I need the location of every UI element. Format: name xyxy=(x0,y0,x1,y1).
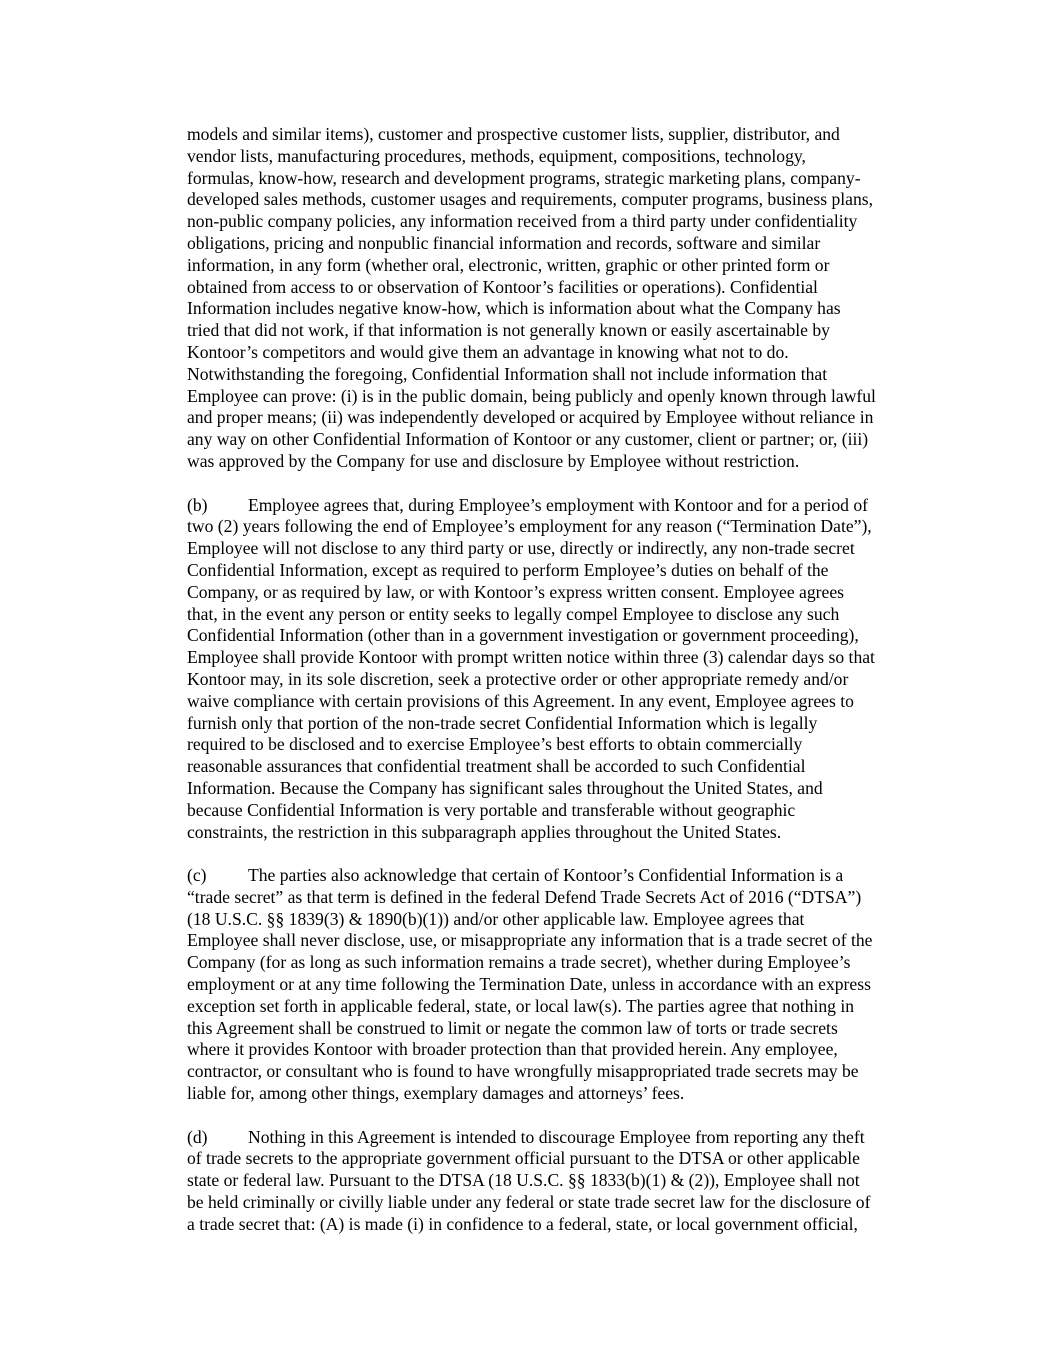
text-line xyxy=(187,124,935,146)
line-text: and proper means; (ii) was independently developed or acquired by Employee without reliance in xyxy=(187,407,874,428)
line-text: Nothing in this Agreement is intended to discourage Employee from reporting any theft xyxy=(248,1126,865,1147)
line-text: two (2) years following the end of Employee’s employment for any reason (“Termination Date”), xyxy=(187,516,872,537)
text-line xyxy=(187,1148,935,1170)
text-line xyxy=(187,516,935,538)
line-text: liable for, among other things, exemplary damages and attorneys’ fees. xyxy=(187,1083,685,1104)
text-line xyxy=(187,1192,935,1214)
line-text: developed sales methods, customer usages and requirements, computer programs, business plans, xyxy=(187,189,873,210)
line-text: because Confidential Information is very portable and transferable without geographic xyxy=(187,799,796,820)
text-line xyxy=(187,211,935,233)
text-line xyxy=(187,342,935,364)
line-text: Confidential Information, except as required to perform Employee’s duties on behalf of the xyxy=(187,559,829,580)
text-line xyxy=(187,146,935,168)
text-line xyxy=(187,168,935,190)
line-text: this Agreement shall be construed to limit or negate the common law of torts or trade secrets xyxy=(187,1017,838,1038)
line-text: Employee will not disclose to any third party or use, directly or indirectly, any non-trade secret xyxy=(187,538,855,559)
text-line xyxy=(187,1083,935,1105)
paragraph-marker: (d) xyxy=(187,1126,208,1147)
line-text: exception set forth in applicable federal, state, or local law(s). The parties agree that nothing in xyxy=(187,995,855,1016)
text-line xyxy=(187,1214,935,1236)
line-text: Information includes negative know-how, which is information about what the Company has xyxy=(187,298,841,319)
paragraph-d xyxy=(187,1127,935,1236)
line-text: be held criminally or civilly liable under any federal or state trade secret law for the disclosure of xyxy=(187,1192,871,1213)
text-line xyxy=(187,756,935,778)
line-text: Notwithstanding the foregoing, Confidential Information shall not include information that xyxy=(187,363,828,384)
line-text: The parties also acknowledge that certain of Kontoor’s Confidential Information is a xyxy=(248,865,844,886)
text-line xyxy=(187,778,935,800)
line-text: Employee shall never disclose, use, or misappropriate any information that is a trade secret of the xyxy=(187,930,873,951)
text-line xyxy=(187,189,935,211)
text-line xyxy=(187,560,935,582)
text-line xyxy=(187,887,935,909)
text-line xyxy=(187,1039,935,1061)
line-text: information, in any form (whether oral, electronic, written, graphic or other printed form or xyxy=(187,254,830,275)
line-text: employment or at any time following the Termination Date, unless in accordance with an express xyxy=(187,974,871,995)
text-line xyxy=(187,625,935,647)
text-line xyxy=(187,277,935,299)
line-text: was approved by the Company for use and disclosure by Employee without restriction. xyxy=(187,450,800,471)
text-line xyxy=(187,233,935,255)
text-line xyxy=(187,407,935,429)
text-line xyxy=(187,734,935,756)
line-text: state or federal law. Pursuant to the DTSA (18 U.S.C. §§ 1833(b)(1) & (2)), Employee shall not xyxy=(187,1170,860,1191)
text-line xyxy=(187,451,935,473)
text-line xyxy=(187,604,935,626)
line-text: obtained from access to or observation of Kontoor’s facilities or operations). Confidential xyxy=(187,276,818,297)
line-text: models and similar items), customer and prospective customer lists, supplier, distributor, and xyxy=(187,124,840,144)
line-text: furnish only that portion of the non-trade secret Confidential Information which is legally xyxy=(187,712,818,733)
text-line xyxy=(187,713,935,735)
line-text: Employee can prove: (i) is in the public domain, being publicly and openly known through lawful xyxy=(187,385,876,406)
text-line xyxy=(187,386,935,408)
line-text: reasonable assurances that confidential treatment shall be accorded to such Confidential xyxy=(187,756,806,777)
line-text: vendor lists, manufacturing procedures, methods, equipment, compositions, technology, xyxy=(187,145,806,166)
text-line xyxy=(187,1018,935,1040)
line-text: of trade secrets to the appropriate government official pursuant to the DTSA or other applicable xyxy=(187,1148,860,1169)
text-line xyxy=(187,996,935,1018)
text-line xyxy=(187,320,935,342)
line-text: non-public company policies, any information received from a third party under confidentiality xyxy=(187,211,858,232)
paragraph-b xyxy=(187,495,935,844)
text-line xyxy=(187,865,935,887)
line-text: constraints, the restriction in this subparagraph applies throughout the United States. xyxy=(187,821,782,842)
paragraph-marker: (c) xyxy=(187,865,207,886)
text-line xyxy=(187,800,935,822)
line-text: tried that did not work, if that information is not generally known or easily ascertainable by xyxy=(187,320,830,341)
text-line xyxy=(187,538,935,560)
line-text: that, in the event any person or entity seeks to legally compel Employee to disclose any such xyxy=(187,603,840,624)
paragraph-c xyxy=(187,865,935,1105)
text-line xyxy=(187,364,935,386)
text-line xyxy=(187,1061,935,1083)
text-line xyxy=(187,582,935,604)
text-line xyxy=(187,909,935,931)
line-text: Employee agrees that, during Employee’s employment with Kontoor and for a period of xyxy=(248,494,869,515)
text-line xyxy=(187,298,935,320)
document-body xyxy=(187,124,935,1257)
line-text: (18 U.S.C. §§ 1839(3) & 1890(b)(1)) and/or other applicable law. Employee agrees that xyxy=(187,908,805,929)
line-text: formulas, know-how, research and development programs, strategic marketing plans, company- xyxy=(187,167,861,188)
text-line xyxy=(187,1170,935,1192)
text-line xyxy=(187,952,935,974)
paragraph-continued xyxy=(187,124,935,473)
text-line xyxy=(187,647,935,669)
text-line xyxy=(187,822,935,844)
line-text: Confidential Information (other than in a government investigation or government proceeding), xyxy=(187,625,859,646)
text-line xyxy=(187,669,935,691)
line-text: contractor, or consultant who is found to have wrongfully misappropriated trade secrets may be xyxy=(187,1061,859,1082)
text-line xyxy=(187,691,935,713)
line-text: any way on other Confidential Information of Kontoor or any customer, client or partner; or, (iii) xyxy=(187,429,869,450)
paragraph-marker: (b) xyxy=(187,494,208,515)
line-text: a trade secret that: (A) is made (i) in confidence to a federal, state, or local government official, xyxy=(187,1213,858,1234)
line-text: Kontoor may, in its sole discretion, seek a protective order or other appropriate remedy and/or xyxy=(187,668,849,689)
line-text: “trade secret” as that term is defined in the federal Defend Trade Secrets Act of 2016 (“DTSA”) xyxy=(187,886,862,907)
line-text: Information. Because the Company has significant sales throughout the United States, and xyxy=(187,777,823,798)
text-line xyxy=(187,930,935,952)
text-line xyxy=(187,429,935,451)
text-line xyxy=(187,974,935,996)
text-line xyxy=(187,1127,935,1149)
line-text: waive compliance with certain provisions of this Agreement. In any event, Employee agrees to xyxy=(187,690,854,711)
line-text: Employee shall provide Kontoor with prompt written notice within three (3) calendar days so that xyxy=(187,647,875,668)
line-text: required to be disclosed and to exercise Employee’s best efforts to obtain commercially xyxy=(187,734,803,755)
text-line xyxy=(187,255,935,277)
line-text: Kontoor’s competitors and would give them an advantage in knowing what not to do. xyxy=(187,341,789,362)
line-text: Company, or as required by law, or with Kontoor’s express written consent. Employee agrees xyxy=(187,581,844,602)
line-text: obligations, pricing and nonpublic financial information and records, software and similar xyxy=(187,232,821,253)
line-text: Company (for as long as such information remains a trade secret), whether during Employee’s xyxy=(187,952,851,973)
text-line xyxy=(187,495,935,517)
line-text: where it provides Kontoor with broader protection than that provided herein. Any employee, xyxy=(187,1039,838,1060)
